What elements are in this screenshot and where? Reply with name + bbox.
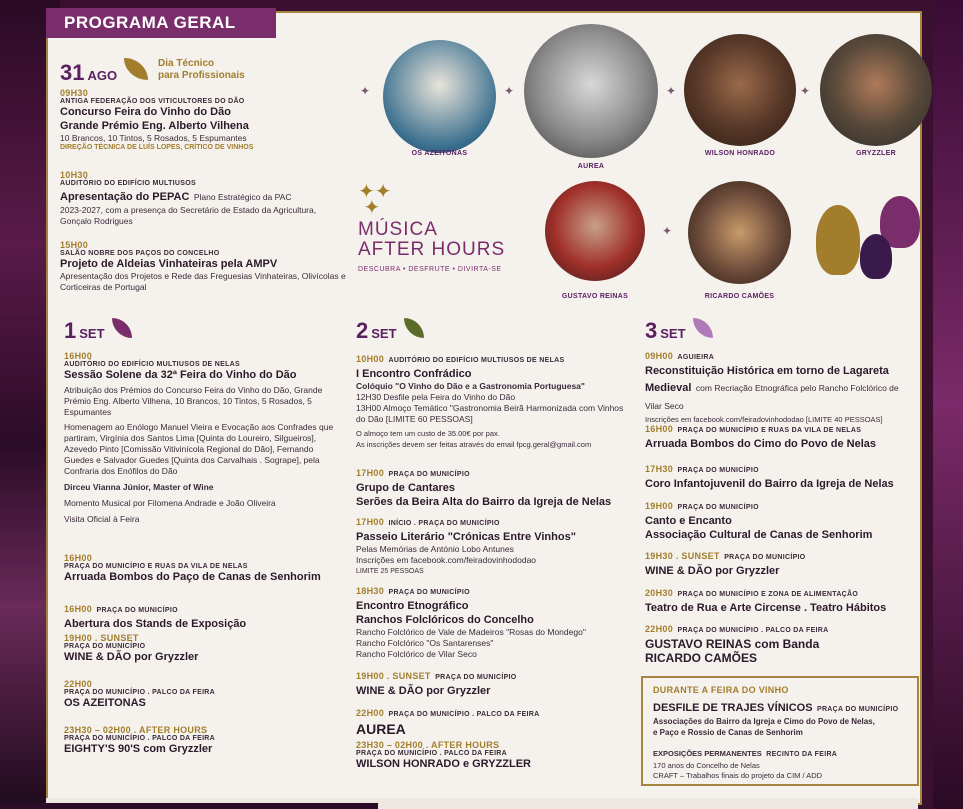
event-block: 22H00 PRAÇA DO MUNICÍPIO . PALCO DA FEIRA OS AZEITONAS [64,679,216,709]
event-block: 17H30 PRAÇA DO MUNICÍPIO Coro Infantojuvenil do Bairro da Igreja de Nelas [645,464,894,490]
sparkles-icon: ✦✦ ✦ [358,181,392,219]
event-block: 20H30 PRAÇA DO MUNICÍPIO E ZONA DE ALIMENTAÇÃO Teatro de Rua e Arte Circense . Teatro Hábitos [645,588,887,614]
leaf-decoration [860,234,892,279]
event-block: 19H30 . SUNSET PRAÇA DO MUNICÍPIO WINE & DÃO por Gryzzler [645,551,806,577]
leaf-icon [693,318,713,338]
event-block: 17H00 PRAÇA DO MUNICÍPIO Grupo de Cantares Serões da Beira Alta do Bairro da Igreja de Nelas [356,468,612,508]
event-block: 19H00 PRAÇA DO MUNICÍPIO Canto e Encanto Associação Cultural de Canas de Senhorim [645,501,873,541]
event-block: 16H00 PRAÇA DO MUNICÍPIO E RUAS DA VILA DE NELAS Arruada Bombos do Cimo do Povo de Nelas [645,424,877,450]
event-block: 23H30 – 02H00 . AFTER HOURS PRAÇA DO MUNICÍPIO . PALCO DA FEIRA WILSON HONRADO e GRYZZLER [356,740,531,770]
artist-name: GUSTAVO REINAS [561,293,629,300]
photo-ricardo-camoes [688,181,791,284]
music-after-hours-title: MÚSICA AFTER HOURS [358,219,506,260]
event-block: 22H00 PRAÇA DO MUNICÍPIO . PALCO DA FEIRA GUSTAVO REINAS com Banda RICARDO CAMÕES [645,624,829,665]
sparkle-icon: ✦ [360,84,371,98]
event-block: 16H00 PRAÇA DO MUNICÍPIO E RUAS DA VILA DE NELAS Arruada Bombos do Paço de Canas de Senhorim [64,553,321,583]
photo-gryzzler [820,34,932,146]
day-3-header: 3 SET [645,318,713,344]
sparkle-icon: ✦ [666,84,677,98]
day-1-header: 1 SET [64,318,132,344]
photo-aurea [524,24,658,158]
artist-name: OS AZEITONAS [411,150,468,157]
event-block: 22H00 PRAÇA DO MUNICÍPIO . PALCO DA FEIRA AUREA [356,708,540,737]
leaf-icon [112,318,132,338]
event-block: 19H00 . SUNSET PRAÇA DO MUNICÍPIO WINE & DÃO por Gryzzler [64,633,199,663]
photo-wilson-honrado [684,34,796,146]
day-month: AGO [87,68,118,83]
artist-name: AUREA [577,163,605,170]
sparkle-icon: ✦ [800,84,811,98]
artist-name: WILSON HONRADO [704,150,776,157]
event-block: 19H00 . SUNSET PRAÇA DO MUNICÍPIO WINE & DÃO por Gryzzler [356,671,517,697]
photo-os-azeitonas [383,40,496,153]
during-fair-box: DURANTE A FEIRA DO VINHO DESFILE DE TRAJES VÍNICOS PRAÇA DO MUNICÍPIO Associações do Bairro da Igreja e Cimo do Povo de Nelas, e Paço e Rossio de Canas de Senhorim EXPOSIÇÕES PERMANENTES RECINTO DA FEIRA 170 anos do Concelho de Nelas CRAFT – Trabalhos finais do projeto da CIM / ADD [641,676,919,786]
leaf-decoration [816,205,860,275]
event-block: 18H30 PRAÇA DO MUNICÍPIO Encontro Etnográfico Ranchos Folclóricos do Concelho Rancho Folclórico de Vale de Madeiros "Rosas do Mondego" Rancho Folclórico "Os Santarenses" Rancho Folclórico de Vilar Seco [356,586,586,659]
event-block: 09H00 AGUIEIRA Reconstituição Histórica em torno de Lagareta Medieval com Recriação Etnográfica pelo Rancho Folclórico de Vilar Seco Inscrições em facebook.com/feiradovinhododao [LIMITE 40 PESSOAS] [645,351,899,424]
artist-name: GRYZZLER [856,150,896,157]
bottom-dark-bar [0,803,378,809]
day-31-header [60,58,148,86]
music-tagline: DESCUBRA • DESFRUTE • DIVIRTA-SE [358,266,502,273]
day-31-subtitle: Dia Técnico para Profissionais [158,58,245,81]
event-block: 17H00 INÍCIO . PRAÇA DO MUNICÍPIO Passeio Literário "Crónicas Entre Vinhos" Pelas Memórias de António Lobo Antunes Inscrições em facebook.com/feiradovinhododao LIMITE 25 PESSOAS [356,517,576,575]
day-number: 31 [60,60,85,85]
event-block: 16H00 AUDITÓRIO DO EDIFÍCIO MULTIUSOS DE NELAS Sessão Solene da 32ª Feira do Vinho do Dão Atribuição dos Prémios do Concurso Feira do Vinho do Dão, Grande Prémio Eng. Alberto Vilhena, 10 Brancos, 10 Tintos, 5 Rosados, 5 Espumantes Homenagem ao Enólogo Manuel Vieira e Evocação aos Confrades que partiram, Virgínia dos Santos Lima [Quinta do Loureiro, Silgueiros], Azevedo Pinto [Comissão Vitivinícola Regional do Dão], Fernando Guedes e Salvador Guedes [Quinta dos Carvalhais . Sogrape], pela Confraria dos Enófilos do Dão Dirceu Vianna Júnior, Master of Wine Momento Musical por Filomena Andrade e João Oliveira Visita Oficial à Feira [64,351,334,524]
sparkle-icon: ✦ [662,224,673,238]
program-title: PROGRAMA GERAL [46,8,276,38]
event-block: 09H30 ANTIGA FEDERAÇÃO DOS VITICULTORES DO DÃO Concurso Feira do Vinho do Dão Grande Prémio Eng. Alberto Vilhena 10 Brancos, 10 Tintos, 5 Rosados, 5 Espumantes DIREÇÃO TÉCNICA DE LUÍS LOPES, CRÍTICO DE VINHOS [60,88,254,151]
artist-name: RICARDO CAMÕES [704,293,775,300]
right-background [933,0,963,809]
photo-gustavo-reinas [545,181,645,281]
sparkle-icon: ✦ [504,84,515,98]
event-block: 10H00 AUDITÓRIO DO EDIFÍCIO MULTIUSOS DE NELAS I Encontro Confrádico Colóquio "O Vinho do Dão e a Gastronomia Portuguesa" 12H30 Desfile pela Feira do Vinho do Dão 13H00 Almoço Temático "Gastronomia Beirã Harmonizada com Vinhos do Dão [LIMITE 60 PESSOAS] O almoço tem um custo de 35.00€ por pax. As inscrições devem ser feitas através do email fpcg.geral@gmail.com [356,354,624,449]
leaf-icon [124,58,148,80]
event-block: 15H00 SALÃO NOBRE DOS PAÇOS DO CONCELHO Projeto de Aldeias Vinhateiras pela AMPV Apresentação dos Projetos e Rede das Freguesias Vinhateiras, Olivícolas e Corticeiras de Portugal [60,240,346,292]
event-block: 10H30 AUDITÓRIO DO EDIFÍCIO MULTIUSOS Apresentação do PEPAC Plano Estratégico da PAC 2023-2027, com a presença do Secretário de Estado da Agricultura, Gonçalo Rodrigues [60,170,317,226]
event-block: 16H00 PRAÇA DO MUNICÍPIO Abertura dos Stands de Exposição [64,604,247,630]
day-2-header: 2 SET [356,318,424,344]
leaf-icon [404,318,424,338]
event-block: 23H30 – 02H00 . AFTER HOURS PRAÇA DO MUNICÍPIO . PALCO DA FEIRA EIGHTY'S 90'S com Gryzzler [64,725,216,755]
